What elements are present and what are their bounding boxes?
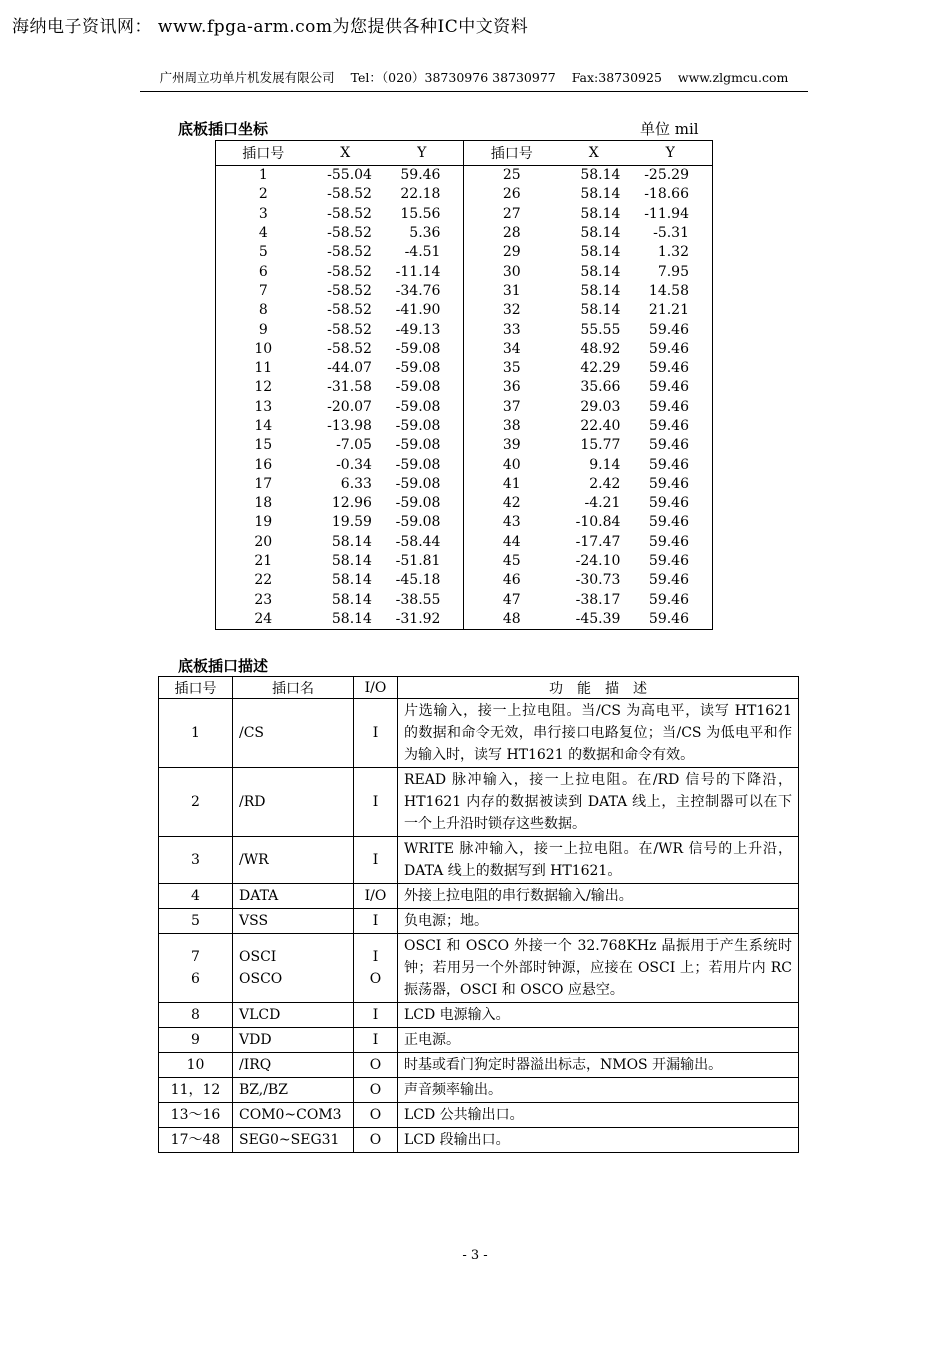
x-cell: -20.07 [327, 398, 372, 415]
col-pin-no: 插口号 [159, 677, 233, 699]
io-cell [354, 1103, 398, 1128]
y-cell: -34.76 [395, 282, 441, 299]
y-cell: -4.51 [404, 244, 441, 261]
pin-number-cell-text: 6 [191, 971, 200, 987]
x-cell: -17.47 [575, 533, 621, 550]
y-cell: 7.95 [657, 263, 689, 280]
pin-name-cell [233, 909, 354, 934]
coordinate-table [215, 140, 713, 630]
function-description-cell: LCD 公共输出口。 [398, 1103, 799, 1128]
y-cell: -11.14 [395, 263, 441, 280]
io-cell [354, 699, 398, 768]
io-cell [354, 1003, 398, 1028]
io-cell [354, 837, 398, 884]
pin-cell: 17 [254, 475, 273, 492]
io-cell-text: I/O [364, 888, 387, 904]
desc-section-title: 底板插口描述 [178, 657, 269, 675]
pin-number-cell-text: 5 [191, 913, 200, 929]
table-row [216, 610, 713, 630]
pin-name-cell-text: /WR [239, 852, 269, 868]
y-cell: 59.46 [648, 591, 689, 608]
io-cell-text: I [372, 725, 379, 741]
x-cell: 58.14 [331, 591, 372, 608]
pin-cell: 9 [258, 321, 268, 338]
col-x-2: X [559, 141, 628, 166]
top-banner: 海纳电子资讯网： www.fpga-arm.com为您提供各种IC中文资料 [12, 17, 529, 37]
table-row [216, 455, 713, 474]
table-row [159, 768, 799, 837]
y-cell: -45.18 [395, 572, 441, 589]
pin-cell: 44 [464, 533, 559, 552]
io-cell [354, 1128, 398, 1153]
pin-cell: 39 [464, 436, 559, 455]
pin-name-cell-text: /IRQ [239, 1057, 272, 1073]
col-x: X [311, 141, 380, 166]
table-row [159, 1053, 799, 1078]
function-description-cell: LCD 电源输入。 [398, 1003, 799, 1028]
x-cell: -24.10 [575, 553, 621, 570]
io-cell [354, 768, 398, 837]
pin-number-cell-text: 11，12 [170, 1082, 221, 1098]
pin-cell: 29 [464, 243, 559, 262]
pin-name-cell [233, 1103, 354, 1128]
y-cell: -49.13 [395, 321, 441, 338]
table-row [216, 378, 713, 397]
pin-number-cell [159, 1103, 233, 1128]
pin-cell: 15 [254, 437, 273, 454]
y-cell: 59.46 [648, 360, 689, 377]
table-row [159, 909, 799, 934]
table-row [216, 552, 713, 571]
pin-name-cell-text: OSCI [239, 949, 277, 965]
coord-section-title: 底板插口坐标 [178, 120, 269, 138]
table-row [159, 837, 799, 884]
pin-cell: 14 [254, 418, 273, 434]
function-description-cell: 声音频率输出。 [398, 1078, 799, 1103]
function-description-cell: OSCI 和 OSCO 外接一个 32.768KHz 晶振用于产生系统时钟；若用另一个外部时钟源，应接在 OSCI 上；若用片内 RC 振荡器，OSCI 和 OSCO 应悬空。 [398, 934, 799, 1003]
x-cell: 22.40 [580, 418, 621, 434]
y-cell: -59.08 [395, 495, 441, 512]
x-cell: 58.14 [580, 186, 621, 203]
pin-cell: 23 [254, 591, 273, 608]
pin-name-cell-text: SEG0~SEG31 [239, 1132, 340, 1148]
pin-name-cell [233, 768, 354, 837]
x-cell: 35.66 [580, 379, 621, 396]
pin-name-cell [233, 934, 354, 1003]
pin-name-cell-text: /CS [239, 725, 265, 741]
pin-number-cell [159, 1128, 233, 1153]
pin-name-cell [233, 1078, 354, 1103]
table-row [216, 301, 713, 320]
pin-number-cell-text: 2 [191, 794, 200, 810]
pin-cell: 22 [254, 572, 273, 589]
table-row [216, 185, 713, 204]
y-cell: -59.08 [395, 379, 441, 396]
pin-number-cell-text: 4 [191, 888, 200, 904]
y-cell: 59.46 [400, 167, 441, 184]
function-description-cell: WRITE 脉冲输入，接一上拉电阻。在/WR 信号的上升沿，DATA 线上的数据写到 HT1621。 [398, 837, 799, 884]
pin-cell: 28 [464, 224, 559, 243]
x-cell: 42.29 [580, 360, 621, 377]
table-row [159, 1078, 799, 1103]
pin-number-cell-text: 1 [191, 725, 200, 741]
pin-number-cell [159, 699, 233, 768]
y-cell: 59.46 [648, 475, 689, 492]
y-cell: 59.46 [648, 379, 689, 396]
pin-cell: 41 [464, 475, 559, 494]
function-description-cell: 时基或看门狗定时器溢出标志，NMOS 开漏输出。 [398, 1053, 799, 1078]
table-row [216, 398, 713, 417]
page-number: - 3 - [462, 1248, 488, 1263]
y-cell: -51.81 [395, 553, 441, 570]
io-cell [354, 1028, 398, 1053]
y-cell: 59.46 [648, 398, 689, 415]
x-cell: 2.42 [589, 475, 621, 492]
x-cell: -55.04 [327, 167, 372, 184]
io-cell-text: I [372, 852, 379, 868]
x-cell: 55.55 [580, 321, 621, 338]
pin-name-cell [233, 837, 354, 884]
table-row [216, 436, 713, 455]
pin-number-cell-text: 13～16 [170, 1107, 221, 1123]
y-cell: 14.58 [648, 282, 689, 299]
io-cell-text: O [369, 1107, 382, 1123]
table-row [216, 591, 713, 610]
x-cell: -58.52 [327, 340, 372, 357]
description-table [158, 676, 799, 1153]
pin-cell: 43 [464, 513, 559, 532]
pin-cell: 46 [464, 571, 559, 590]
y-cell: 59.46 [648, 572, 689, 589]
pin-number-cell [159, 1028, 233, 1053]
pin-name-cell-text: OSCO [239, 971, 283, 987]
unit-label: 单位 mil [640, 120, 699, 138]
function-description-cell: LCD 段输出口。 [398, 1128, 799, 1153]
y-cell: 5.36 [409, 225, 441, 242]
io-cell [354, 1078, 398, 1103]
y-cell: -11.94 [644, 205, 689, 222]
pin-number-cell-text: 10 [186, 1057, 205, 1073]
pin-cell: 45 [464, 552, 559, 571]
y-cell: -59.08 [395, 437, 441, 454]
pin-cell: 33 [464, 320, 559, 339]
pin-number-cell-text: 7 [191, 949, 200, 965]
pin-cell: 24 [254, 610, 273, 627]
pin-number-cell [159, 884, 233, 909]
x-cell: -58.52 [327, 225, 372, 242]
pin-name-cell-text: /RD [239, 794, 266, 810]
pin-cell: 4 [258, 225, 268, 242]
description-table-header [159, 677, 799, 699]
io-cell-text: I [372, 949, 379, 965]
io-cell-text: I [372, 913, 379, 929]
y-cell: -59.08 [395, 398, 441, 415]
col-y: Y [380, 141, 464, 166]
pin-cell: 36 [464, 378, 559, 397]
company-tel: Tel：（020）38730976 38730977 [350, 70, 556, 85]
table-row [216, 205, 713, 224]
table-row [216, 571, 713, 590]
company-fax: Fax:38730925 [571, 70, 662, 85]
x-cell: -45.39 [575, 610, 621, 627]
y-cell: -59.08 [395, 456, 441, 473]
y-cell: -59.08 [395, 418, 441, 434]
company-name: 广州周立功单片机发展有限公司 [159, 70, 335, 85]
pin-number-cell [159, 1053, 233, 1078]
x-cell: -58.52 [327, 263, 372, 280]
pin-number-cell-text: 8 [191, 1007, 200, 1023]
table-row [216, 166, 713, 186]
x-cell: -13.98 [327, 418, 372, 434]
pin-cell: 12 [254, 379, 273, 396]
x-cell: 58.14 [331, 610, 372, 627]
pin-number-cell [159, 1078, 233, 1103]
pin-cell: 21 [254, 553, 273, 570]
y-cell: 59.46 [648, 418, 689, 434]
pin-cell: 6 [258, 263, 268, 280]
pin-cell: 18 [254, 495, 273, 512]
pin-cell: 47 [464, 591, 559, 610]
x-cell: 58.14 [331, 553, 372, 570]
y-cell: 59.46 [648, 321, 689, 338]
pin-cell: 7 [258, 282, 268, 299]
pin-number-cell-text: 3 [191, 852, 200, 868]
io-cell-text: I [372, 794, 379, 810]
y-cell: 59.46 [648, 553, 689, 570]
pin-cell: 11 [254, 360, 273, 377]
col-pin: 插口号 [216, 141, 311, 166]
y-cell: 59.46 [648, 495, 689, 512]
x-cell: 12.96 [331, 495, 372, 512]
table-row [159, 884, 799, 909]
table-row [216, 359, 713, 378]
y-cell: 59.46 [648, 437, 689, 454]
x-cell: -0.34 [336, 456, 372, 473]
function-description-cell: 负电源；地。 [398, 909, 799, 934]
io-cell [354, 884, 398, 909]
table-row [216, 243, 713, 262]
x-cell: 19.59 [331, 514, 372, 531]
x-cell: -58.52 [327, 321, 372, 338]
col-pin-name: 插口名 [233, 677, 354, 699]
table-row [216, 224, 713, 243]
x-cell: 58.14 [580, 205, 621, 222]
pin-cell: 35 [464, 359, 559, 378]
pin-name-cell-text: VDD [239, 1032, 272, 1048]
x-cell: -44.07 [327, 360, 372, 377]
y-cell: 59.46 [648, 456, 689, 473]
col-pin-2: 插口号 [464, 141, 559, 166]
io-cell-text: O [369, 1057, 382, 1073]
y-cell: 22.18 [400, 186, 441, 203]
function-description-cell: 片选输入，接一上拉电阻。当/CS 为高电平，读写 HT1621 的数据和命令无效，串行接口电路复位；当/CS 为低电平和作为输入时，读写 HT1621 的数据和命令有效。 [398, 699, 799, 768]
io-cell [354, 1053, 398, 1078]
x-cell: 9.14 [589, 456, 621, 473]
io-cell-text: O [369, 971, 382, 987]
x-cell: 58.14 [580, 302, 621, 319]
pin-name-cell [233, 1003, 354, 1028]
y-cell: -59.08 [395, 475, 441, 492]
pin-cell: 32 [464, 301, 559, 320]
x-cell: 58.14 [331, 572, 372, 589]
table-row [159, 1103, 799, 1128]
table-row [216, 475, 713, 494]
pin-cell: 30 [464, 262, 559, 281]
x-cell: -31.58 [327, 379, 372, 396]
y-cell: 15.56 [400, 205, 441, 222]
table-row [216, 533, 713, 552]
x-cell: -58.52 [327, 244, 372, 261]
pin-name-cell-text: BZ,/BZ [239, 1082, 288, 1098]
pin-cell: 8 [258, 302, 268, 319]
io-cell-text: O [369, 1132, 382, 1148]
x-cell: 58.14 [580, 225, 621, 242]
x-cell: -10.84 [575, 514, 621, 531]
pin-name-cell [233, 1028, 354, 1053]
x-cell: 58.14 [580, 167, 621, 184]
pin-cell: 40 [464, 455, 559, 474]
y-cell: -59.08 [395, 360, 441, 377]
table-row [216, 340, 713, 359]
x-cell: 58.14 [580, 244, 621, 261]
pin-cell: 26 [464, 185, 559, 204]
x-cell: 6.33 [340, 475, 372, 492]
x-cell: -30.73 [575, 572, 621, 589]
y-cell: -38.55 [395, 591, 441, 608]
pin-name-cell-text: VSS [239, 913, 269, 929]
pin-cell: 5 [258, 244, 268, 261]
function-description-cell: 外接上拉电阻的串行数据输入/输出。 [398, 884, 799, 909]
y-cell: 59.46 [648, 514, 689, 531]
pin-name-cell [233, 699, 354, 768]
x-cell: -7.05 [336, 437, 372, 454]
x-cell: -4.21 [584, 495, 621, 512]
x-cell: -58.52 [327, 205, 372, 222]
pin-cell: 13 [254, 398, 273, 415]
y-cell: 59.46 [648, 340, 689, 357]
pin-cell: 27 [464, 205, 559, 224]
x-cell: 15.77 [580, 437, 621, 454]
company-web: www.zlgmcu.com [677, 70, 789, 85]
pin-number-cell [159, 934, 233, 1003]
io-cell [354, 909, 398, 934]
function-description-cell: 正电源。 [398, 1028, 799, 1053]
x-cell: -58.52 [327, 186, 372, 203]
table-row [216, 494, 713, 513]
pin-cell: 20 [254, 533, 273, 550]
io-cell-text: I [372, 1007, 379, 1023]
x-cell: -58.52 [327, 282, 372, 299]
pin-cell: 25 [464, 166, 559, 186]
y-cell: -59.08 [395, 514, 441, 531]
y-cell: -59.08 [395, 340, 441, 357]
function-description-cell: READ 脉冲输入，接一上拉电阻。在/RD 信号的下降沿，HT1621 内存的数据被读到 DATA 线上，主控制器可以在下一个上升沿时锁存这些数据。 [398, 768, 799, 837]
pin-number-cell [159, 768, 233, 837]
coordinate-table-header [216, 141, 713, 166]
table-row [216, 282, 713, 301]
pin-name-cell [233, 1128, 354, 1153]
pin-cell: 16 [254, 456, 273, 473]
pin-number-cell [159, 909, 233, 934]
pin-number-cell [159, 837, 233, 884]
table-row [216, 320, 713, 339]
col-y-2: Y [628, 141, 712, 166]
table-row [159, 1003, 799, 1028]
table-row [216, 513, 713, 532]
y-cell: 1.32 [657, 244, 689, 261]
io-cell-text: I [372, 1032, 379, 1048]
pin-cell: 42 [464, 494, 559, 513]
pin-name-cell-text: COM0~COM3 [239, 1107, 342, 1123]
pin-number-cell [159, 1003, 233, 1028]
pin-cell: 3 [258, 205, 268, 222]
y-cell: -58.44 [395, 533, 441, 550]
y-cell: -31.92 [395, 610, 441, 627]
pin-cell: 37 [464, 398, 559, 417]
x-cell: 29.03 [580, 398, 621, 415]
table-row [216, 262, 713, 281]
x-cell: 58.14 [580, 263, 621, 280]
table-row [216, 417, 713, 436]
table-row [159, 1028, 799, 1053]
col-function: 功 能 描 述 [398, 677, 799, 699]
pin-cell: 1 [258, 167, 268, 184]
pin-name-cell-text: DATA [239, 888, 279, 904]
x-cell: 48.92 [580, 340, 621, 357]
io-cell [354, 934, 398, 1003]
table-row [159, 1128, 799, 1153]
pin-number-cell-text: 9 [191, 1032, 200, 1048]
x-cell: 58.14 [580, 282, 621, 299]
y-cell: 21.21 [648, 302, 689, 319]
col-io: I/O [354, 677, 398, 699]
pin-cell: 48 [464, 610, 559, 630]
pin-name-cell [233, 1053, 354, 1078]
pin-name-cell-text: VLCD [239, 1007, 281, 1023]
pin-cell: 38 [464, 417, 559, 436]
x-cell: -38.17 [575, 591, 621, 608]
y-cell: -41.90 [395, 302, 441, 319]
pin-cell: 31 [464, 282, 559, 301]
io-cell-text: O [369, 1082, 382, 1098]
y-cell: -18.66 [644, 186, 689, 203]
pin-cell: 19 [254, 514, 273, 531]
y-cell: 59.46 [648, 610, 689, 627]
company-header [140, 68, 808, 92]
pin-number-cell-text: 17～48 [170, 1132, 221, 1148]
y-cell: -25.29 [644, 167, 689, 184]
y-cell: 59.46 [648, 533, 689, 550]
pin-cell: 2 [258, 186, 268, 203]
table-row [159, 934, 799, 1003]
pin-cell: 10 [254, 340, 273, 357]
x-cell: -58.52 [327, 302, 372, 319]
table-row [159, 699, 799, 768]
pin-name-cell [233, 884, 354, 909]
y-cell: -5.31 [653, 225, 689, 242]
pin-cell: 34 [464, 340, 559, 359]
x-cell: 58.14 [331, 533, 372, 550]
